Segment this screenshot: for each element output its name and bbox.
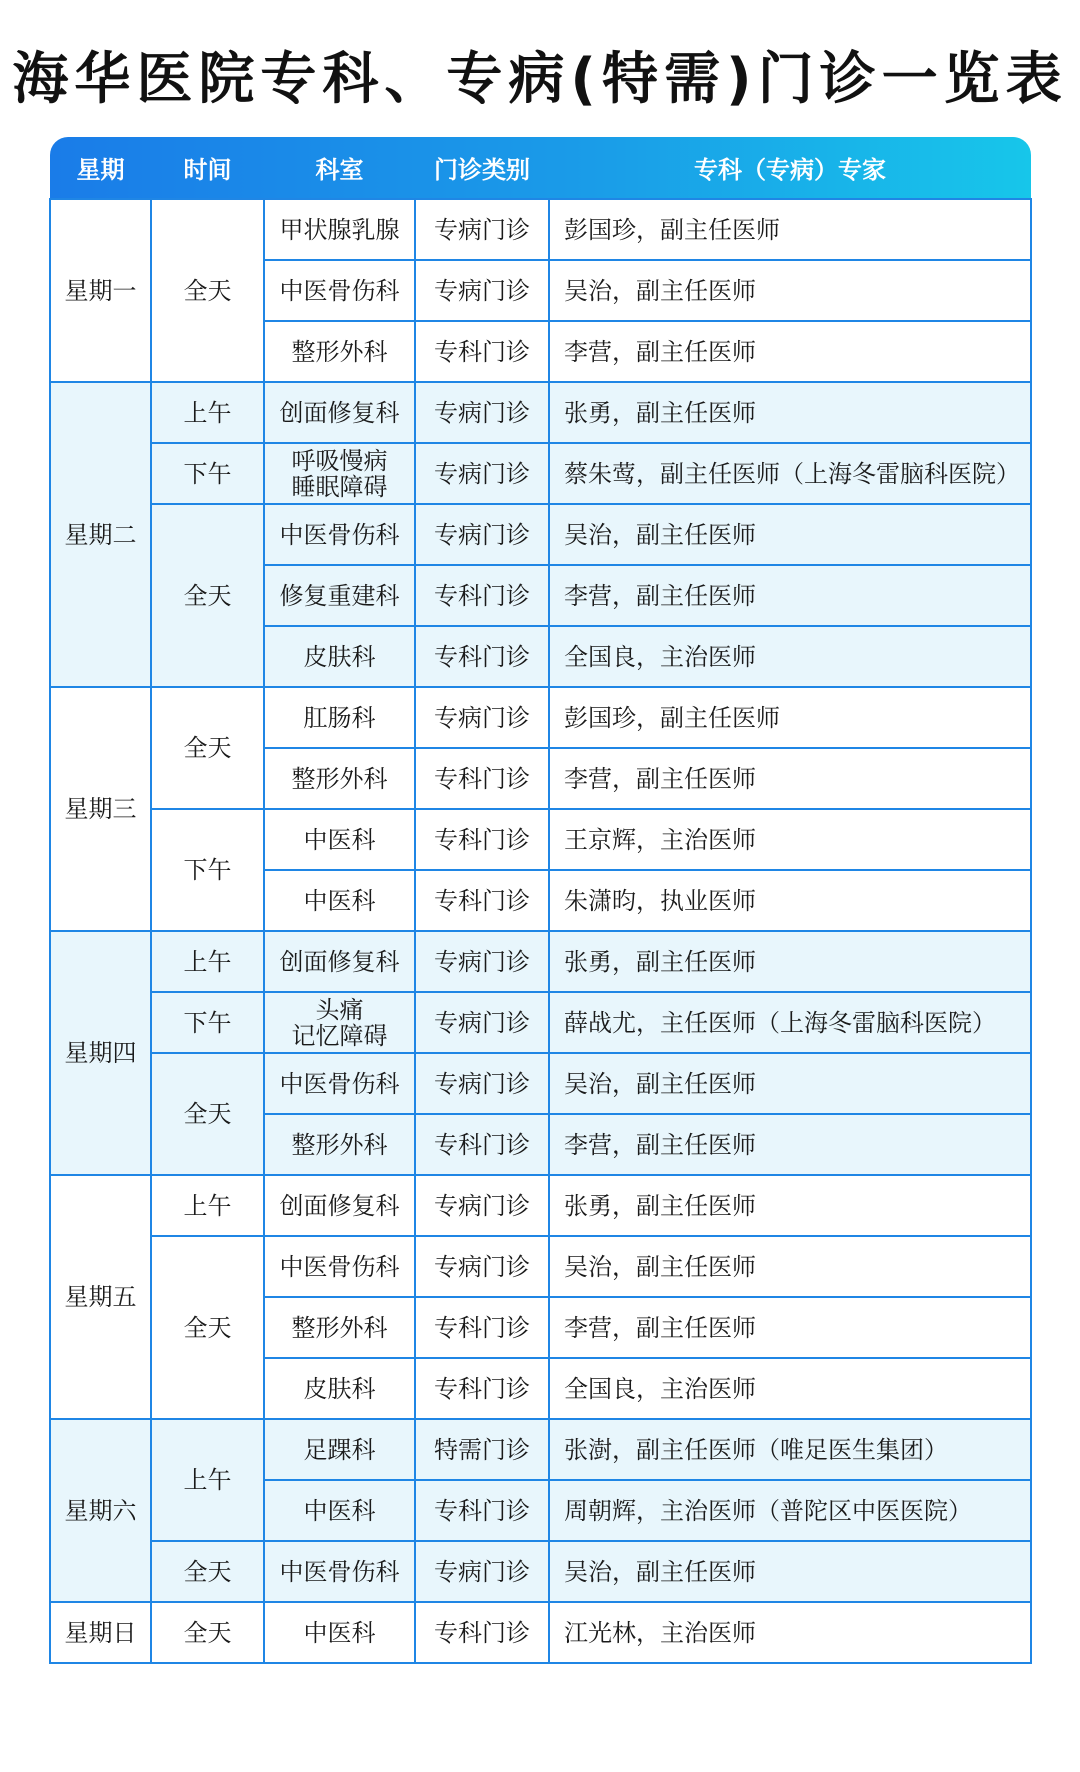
expert-cell: 李营，副主任医师 xyxy=(549,748,1031,809)
department-name: 记忆障碍 xyxy=(291,1021,388,1050)
department-cell xyxy=(264,1602,415,1663)
expert-cell: 吴治，副主任医师 xyxy=(549,1053,1031,1114)
department-name: 整形外科 xyxy=(291,1130,388,1159)
table-row xyxy=(50,504,1031,565)
clinic-type-cell: 专病门诊 xyxy=(415,1236,549,1297)
department-name: 中医科 xyxy=(303,886,376,915)
expert-cell: 张勇，副主任医师 xyxy=(549,931,1031,992)
day-cell: 星期四 xyxy=(50,931,151,1175)
expert-cell: 李营，副主任医师 xyxy=(549,1114,1031,1175)
table-row xyxy=(50,1541,1031,1602)
table-header xyxy=(50,137,1031,199)
department-cell xyxy=(264,626,415,687)
table-row xyxy=(50,1602,1031,1663)
department-cell xyxy=(264,1358,415,1419)
header-department: 科室 xyxy=(315,156,364,184)
table-row xyxy=(50,1053,1031,1114)
department-name: 呼吸慢病 xyxy=(291,446,388,475)
time-cell: 下午 xyxy=(151,809,264,931)
expert-cell: 张勇，副主任医师 xyxy=(549,382,1031,443)
expert-cell: 吴治，副主任医师 xyxy=(549,1236,1031,1297)
clinic-type-cell: 专科门诊 xyxy=(415,1602,549,1663)
time-cell: 上午 xyxy=(151,382,264,443)
time-cell: 全天 xyxy=(151,687,264,809)
clinic-type-cell: 专病门诊 xyxy=(415,504,549,565)
clinic-type-cell: 专科门诊 xyxy=(415,870,549,931)
department-name: 中医骨伤科 xyxy=(279,276,400,305)
time-cell: 全天 xyxy=(151,199,264,382)
expert-cell: 全国良，主治医师 xyxy=(549,1358,1031,1419)
department-cell xyxy=(264,260,415,321)
time-cell: 上午 xyxy=(151,1175,264,1236)
department-cell xyxy=(264,1053,415,1114)
department-cell xyxy=(264,748,415,809)
department-cell xyxy=(264,443,415,504)
department-cell xyxy=(264,321,415,382)
table-row xyxy=(50,992,1031,1053)
department-cell xyxy=(264,504,415,565)
department-name: 修复重建科 xyxy=(279,581,400,610)
time-cell: 全天 xyxy=(151,504,264,687)
time-cell: 上午 xyxy=(151,931,264,992)
department-name: 整形外科 xyxy=(291,337,388,366)
department-name: 中医骨伤科 xyxy=(279,520,400,549)
expert-cell: 彭国珍，副主任医师 xyxy=(549,199,1031,260)
time-cell: 全天 xyxy=(151,1541,264,1602)
department-name: 中医骨伤科 xyxy=(279,1069,400,1098)
expert-cell: 吴治，副主任医师 xyxy=(549,260,1031,321)
expert-cell: 李营，副主任医师 xyxy=(549,321,1031,382)
department-cell xyxy=(264,992,415,1053)
clinic-type-cell: 专科门诊 xyxy=(415,1114,549,1175)
table-row xyxy=(50,443,1031,504)
expert-cell: 李营，副主任医师 xyxy=(549,1297,1031,1358)
table-row xyxy=(50,931,1031,992)
expert-cell: 全国良，主治医师 xyxy=(549,626,1031,687)
clinic-type-cell: 专科门诊 xyxy=(415,809,549,870)
clinic-type-cell: 专病门诊 xyxy=(415,931,549,992)
department-name: 中医骨伤科 xyxy=(279,1252,400,1281)
day-cell: 星期二 xyxy=(50,382,151,687)
clinic-type-cell: 专病门诊 xyxy=(415,1541,549,1602)
expert-cell: 吴治，副主任医师 xyxy=(549,1541,1031,1602)
department-cell xyxy=(264,870,415,931)
department-cell xyxy=(264,809,415,870)
expert-cell: 江光林，主治医师 xyxy=(549,1602,1031,1663)
clinic-type-cell: 专科门诊 xyxy=(415,1297,549,1358)
department-name: 中医科 xyxy=(303,825,376,854)
expert-cell: 蔡朱莺，副主任医师（上海冬雷脑科医院） xyxy=(549,443,1031,504)
department-cell xyxy=(264,1236,415,1297)
time-cell: 全天 xyxy=(151,1236,264,1419)
time-cell: 下午 xyxy=(151,443,264,504)
department-name: 创面修复科 xyxy=(279,398,400,427)
department-cell xyxy=(264,1480,415,1541)
time-cell: 全天 xyxy=(151,1602,264,1663)
department-name: 创面修复科 xyxy=(279,947,400,976)
table-row xyxy=(50,687,1031,748)
department-name: 中医科 xyxy=(303,1496,376,1525)
expert-cell: 周朝辉，主治医师（普陀区中医医院） xyxy=(549,1480,1031,1541)
department-name: 中医骨伤科 xyxy=(279,1557,400,1586)
department-name: 皮肤科 xyxy=(303,642,376,671)
department-cell xyxy=(264,931,415,992)
time-cell: 全天 xyxy=(151,1053,264,1175)
department-cell xyxy=(264,565,415,626)
clinic-schedule-table xyxy=(49,137,1032,1664)
department-name: 中医科 xyxy=(303,1618,376,1647)
department-name: 皮肤科 xyxy=(303,1374,376,1403)
header-time: 时间 xyxy=(183,156,232,184)
clinic-type-cell: 专病门诊 xyxy=(415,199,549,260)
clinic-type-cell: 特需门诊 xyxy=(415,1419,549,1480)
expert-cell: 李营，副主任医师 xyxy=(549,565,1031,626)
expert-cell: 张澍，副主任医师（唯足医生集团） xyxy=(549,1419,1031,1480)
department-cell xyxy=(264,199,415,260)
clinic-type-cell: 专病门诊 xyxy=(415,1175,549,1236)
department-cell xyxy=(264,1175,415,1236)
table-row xyxy=(50,382,1031,443)
clinic-type-cell: 专科门诊 xyxy=(415,1358,549,1419)
table-row xyxy=(50,199,1031,260)
department-name: 足踝科 xyxy=(303,1435,376,1464)
department-cell xyxy=(264,1419,415,1480)
clinic-type-cell: 专科门诊 xyxy=(415,626,549,687)
clinic-type-cell: 专病门诊 xyxy=(415,260,549,321)
clinic-type-cell: 专病门诊 xyxy=(415,1053,549,1114)
expert-cell: 张勇，副主任医师 xyxy=(549,1175,1031,1236)
department-cell xyxy=(264,1114,415,1175)
day-cell: 星期六 xyxy=(50,1419,151,1602)
day-cell: 星期三 xyxy=(50,687,151,931)
time-cell: 下午 xyxy=(151,992,264,1053)
clinic-type-cell: 专科门诊 xyxy=(415,321,549,382)
department-name: 肛肠科 xyxy=(303,703,376,732)
day-cell: 星期五 xyxy=(50,1175,151,1419)
header-row xyxy=(50,137,1031,199)
table-row xyxy=(50,1419,1031,1480)
department-name: 整形外科 xyxy=(291,1313,388,1342)
clinic-type-cell: 专病门诊 xyxy=(415,382,549,443)
department-name: 头痛 xyxy=(315,995,364,1024)
day-cell: 星期日 xyxy=(50,1602,151,1663)
clinic-type-cell: 专科门诊 xyxy=(415,565,549,626)
table-row xyxy=(50,1236,1031,1297)
expert-cell: 朱潇昀，执业医师 xyxy=(549,870,1031,931)
clinic-type-cell: 专病门诊 xyxy=(415,992,549,1053)
table-row xyxy=(50,809,1031,870)
table-row xyxy=(50,1175,1031,1236)
expert-cell: 薛战尤，主任医师（上海冬雷脑科医院） xyxy=(549,992,1031,1053)
department-name: 甲状腺乳腺 xyxy=(279,215,400,244)
day-cell: 星期一 xyxy=(50,199,151,382)
department-name: 睡眠障碍 xyxy=(291,472,388,501)
expert-cell: 王京辉，主治医师 xyxy=(549,809,1031,870)
department-cell xyxy=(264,1297,415,1358)
time-cell: 上午 xyxy=(151,1419,264,1541)
page-title: 海华医院专科、专病(特需)门诊一览表 xyxy=(12,47,1068,112)
department-cell xyxy=(264,687,415,748)
department-name: 整形外科 xyxy=(291,764,388,793)
clinic-type-cell: 专病门诊 xyxy=(415,687,549,748)
header-expert: 专科（专病）专家 xyxy=(694,156,886,184)
expert-cell: 彭国珍，副主任医师 xyxy=(549,687,1031,748)
department-cell xyxy=(264,382,415,443)
clinic-schedule-table-wrap xyxy=(49,137,1030,1664)
clinic-type-cell: 专病门诊 xyxy=(415,443,549,504)
department-cell xyxy=(264,1541,415,1602)
header-clinic-type: 门诊类别 xyxy=(434,156,530,184)
department-name: 创面修复科 xyxy=(279,1191,400,1220)
clinic-type-cell: 专科门诊 xyxy=(415,1480,549,1541)
expert-cell: 吴治，副主任医师 xyxy=(549,504,1031,565)
table-body xyxy=(50,199,1031,1663)
clinic-type-cell: 专科门诊 xyxy=(415,748,549,809)
header-day: 星期 xyxy=(76,156,125,184)
